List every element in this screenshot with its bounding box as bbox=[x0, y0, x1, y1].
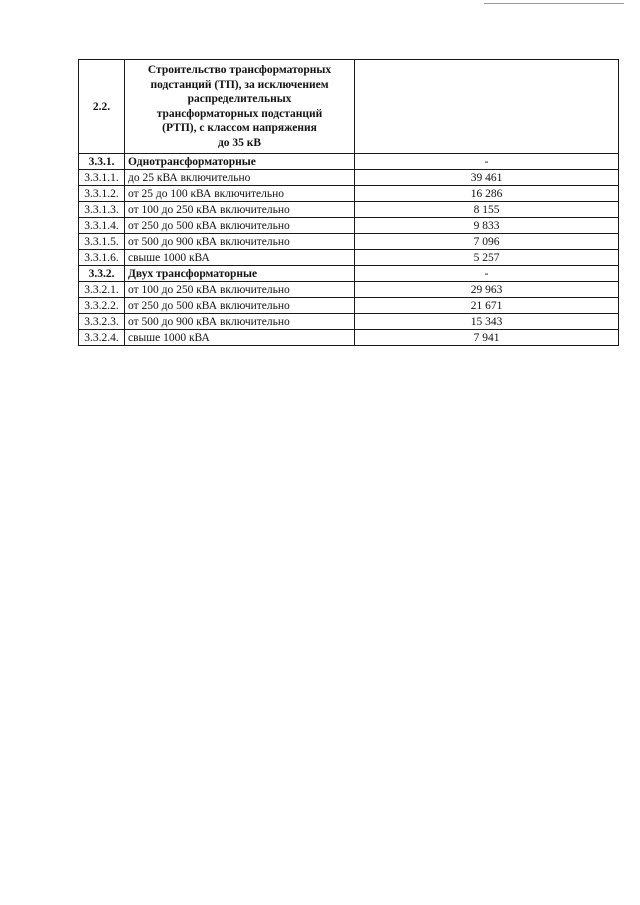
row-number: 3.3.1.5. bbox=[79, 234, 125, 250]
row-number: 3.3.1.6. bbox=[79, 250, 125, 266]
row-name: от 250 до 500 кВА включительно bbox=[125, 298, 355, 314]
tariff-table-body bbox=[79, 60, 619, 346]
row-value: 7 941 bbox=[355, 330, 619, 346]
section-number: 2.2. bbox=[79, 60, 125, 154]
row-number: 3.3.1.1. bbox=[79, 170, 125, 186]
row-name: до 25 кВА включительно bbox=[125, 170, 355, 186]
table-row bbox=[79, 170, 619, 186]
row-number: 3.3.1.4. bbox=[79, 218, 125, 234]
section-title-line: подстанций (ТП), за исключением bbox=[150, 78, 329, 91]
tariff-table bbox=[78, 59, 619, 346]
section-title bbox=[125, 60, 355, 154]
top-edge-rule bbox=[484, 3, 624, 4]
table-row bbox=[79, 314, 619, 330]
row-value: 16 286 bbox=[355, 186, 619, 202]
row-name: от 250 до 500 кВА включительно bbox=[125, 218, 355, 234]
row-value: 15 343 bbox=[355, 314, 619, 330]
row-name: от 100 до 250 кВА включительно bbox=[125, 202, 355, 218]
row-number: 3.3.1. bbox=[79, 154, 125, 170]
row-number: 3.3.1.3. bbox=[79, 202, 125, 218]
table-row bbox=[79, 298, 619, 314]
row-value: 21 671 bbox=[355, 298, 619, 314]
row-number: 3.3.2.2. bbox=[79, 298, 125, 314]
section-title-line: Строительство трансформаторных bbox=[147, 64, 332, 76]
row-value: 9 833 bbox=[355, 218, 619, 234]
row-value: 8 155 bbox=[355, 202, 619, 218]
row-name: Однотрансформаторные bbox=[125, 154, 355, 170]
table-row bbox=[79, 202, 619, 218]
table-row bbox=[79, 250, 619, 266]
section-title-line: (РТП), с классом напряжения bbox=[162, 122, 317, 134]
table-row bbox=[79, 330, 619, 346]
row-value: 39 461 bbox=[355, 170, 619, 186]
row-number: 3.3.2. bbox=[79, 266, 125, 282]
row-value: 7 096 bbox=[355, 234, 619, 250]
group-row bbox=[79, 154, 619, 170]
section-title-line: до 35 кВ bbox=[217, 136, 262, 149]
section-title-line: трансформаторных подстанций bbox=[156, 107, 323, 120]
section-header-row bbox=[79, 60, 619, 154]
table-row bbox=[79, 218, 619, 234]
row-name: от 100 до 250 кВА включительно bbox=[125, 282, 355, 298]
row-name: от 25 до 100 кВА включительно bbox=[125, 186, 355, 202]
table-row bbox=[79, 282, 619, 298]
row-name: свыше 1000 кВА bbox=[125, 250, 355, 266]
table-row bbox=[79, 186, 619, 202]
row-value: 29 963 bbox=[355, 282, 619, 298]
table-row bbox=[79, 234, 619, 250]
row-name: от 500 до 900 кВА включительно bbox=[125, 234, 355, 250]
row-number: 3.3.2.4. bbox=[79, 330, 125, 346]
row-name: свыше 1000 кВА bbox=[125, 330, 355, 346]
row-number: 3.3.1.2. bbox=[79, 186, 125, 202]
row-number: 3.3.2.1. bbox=[79, 282, 125, 298]
group-row bbox=[79, 266, 619, 282]
section-title-line: распределительных bbox=[187, 93, 292, 105]
row-name: от 500 до 900 кВА включительно bbox=[125, 314, 355, 330]
row-name: Двух трансформаторные bbox=[125, 266, 355, 282]
row-value: - bbox=[355, 266, 619, 282]
section-value bbox=[355, 60, 619, 154]
row-value: - bbox=[355, 154, 619, 170]
row-number: 3.3.2.3. bbox=[79, 314, 125, 330]
row-value: 5 257 bbox=[355, 250, 619, 266]
